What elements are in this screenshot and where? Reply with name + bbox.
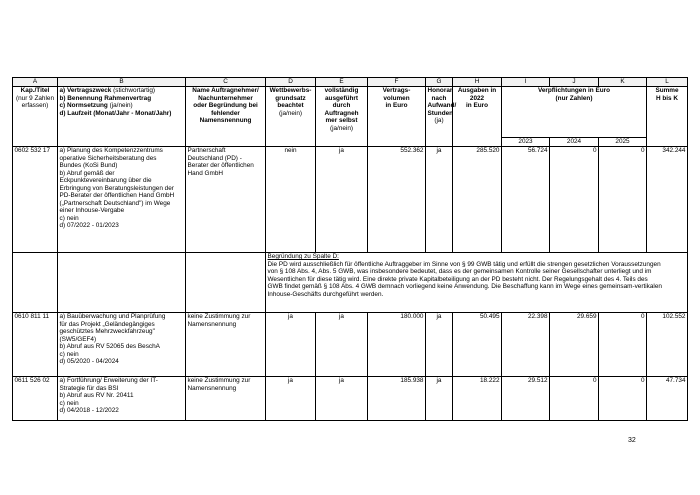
cell-2025: 0	[599, 377, 647, 421]
col-letter: F	[368, 78, 426, 87]
cell-summe: 342.244	[647, 147, 688, 253]
header-wettbewerb: Wettbewerbs- grundsatz beachtet (ja/nein)	[266, 87, 316, 147]
cell-wettbewerb: ja	[266, 377, 316, 421]
header-auftragnehmer: Name Auftragnehmer/ Nachunternehmer oder Begründung bei fehlender Namensnennung	[186, 87, 266, 147]
cell-auftragnehmer: keine Zustimmung zur Namensnennung	[186, 377, 266, 421]
cell-auftragnehmer: Partnerschaft Deutschland (PD) - Berater der öffentlichen Hand GmbH	[186, 147, 266, 253]
cell-vertragszweck: a) Bauüberwachung und Planprüfung für das Projekt „Geländegängiges geschütztes Mehrzweckfahrzeug" (SW5/GEF4) b) Abruf aus RV 52065 des BeschA c) nein d) 05/2020 - 04/2024	[58, 313, 186, 377]
header-vertragszweck: a) Vertragszweck (stichwortartig) b) Benennung Rahmenvertrag c) Normsetzung (ja/nein) d) Laufzeit (Monat/Jahr - Monat/Jahr)	[58, 87, 186, 147]
reason-line: von § 108 Abs. 4, Abs. 5 GWB, was insbesondere bedeutet, dass es der gemeinsamen Kontrolle seiner Gesellschafter unterliegt und im	[267, 268, 652, 276]
cell-volumen: 185.938	[368, 377, 426, 421]
col-letter: L	[647, 78, 688, 87]
year-2024: 2024	[550, 138, 599, 147]
cell-kap: 0611 526 02	[13, 377, 58, 421]
cell-vertragszweck: a) Planung des Kompetenzzentrums operative Sicherheitsberatung des Bundes (KoSi Bund) b) Abruf gemäß der Eckpunktevereinbarung über die Erbringung von Beratungsleistungen der PD-Berater der öffentlichen Hand GmbH („Partnerschaft Deutschland") im Wege einer Inhouse-Vergabe c) nein d) 07/2022 - 01/2023	[58, 147, 186, 253]
page-number: 32	[628, 437, 636, 444]
col-letter: I	[502, 78, 550, 87]
header-kap: Kap./Titel (nur 9 Zahlen erfassen)	[13, 87, 58, 147]
header-summe: Summe H bis K	[647, 87, 688, 147]
cell-kap: 0602 532 17	[13, 147, 58, 253]
cell-honorar: ja	[426, 147, 453, 253]
col-letter: G	[426, 78, 453, 87]
col-letter: C	[186, 78, 266, 87]
reason-line: Wesentlichen für diese tätig wird. Eine direkte private Kapitalbeteiligung an der PD besteht nicht. Der Regelungsgehalt des 4. Teils des	[267, 275, 648, 283]
year-2025: 2025	[599, 138, 647, 147]
reason-cell	[266, 253, 688, 313]
cell-wettbewerb: nein	[266, 147, 316, 253]
cell-ausgaben: 50.495	[453, 313, 502, 377]
col-letter: E	[316, 78, 368, 87]
col-letter: B	[58, 78, 186, 87]
cell-2023: 29.512	[502, 377, 550, 421]
reason-title: Begründung zu Spalte D:	[267, 253, 339, 260]
reason-line: GWB findet gemäß § 108 Abs. 4 GWB demnach vorliegend keine Anwendung. Die Beschaffung kann im Wege eines gemeinsam-vertikalen	[267, 283, 662, 291]
cell-volumen: 180.000	[368, 313, 426, 377]
cell-kap: 0610 811 11	[13, 313, 58, 377]
column-letter-row	[13, 78, 688, 87]
col-letter: K	[599, 78, 647, 87]
table-row	[13, 313, 688, 377]
cell-summe: 102.552	[647, 313, 688, 377]
header-verpflichtungen: Verpflichtungen in Euro (nur Zahlen)	[502, 87, 647, 138]
cell-honorar: ja	[426, 377, 453, 421]
cell-volumen: 552.362	[368, 147, 426, 253]
cell-ausgefuehrt: ja	[316, 147, 368, 253]
year-2023: 2023	[502, 138, 550, 147]
col-letter: H	[453, 78, 502, 87]
col-letter: A	[13, 78, 58, 87]
cell-vertragszweck: a) Fortführung/ Erweiterung der IT- Strategie für das BSI b) Abruf aus RV Nr. 20411 c) nein d) 04/2018 - 12/2022	[58, 377, 186, 421]
cell-2024: 0	[550, 147, 599, 253]
table-row	[13, 377, 688, 421]
header-ausgaben: Ausgaben in 2022 in Euro	[453, 87, 502, 147]
cell-2024: 0	[550, 377, 599, 421]
col-letter: J	[550, 78, 599, 87]
header-ausgefuehrt: vollständig ausgeführt durch Auftragneh mer selbst (ja/nein)	[316, 87, 368, 147]
cell-2025: 0	[599, 147, 647, 253]
cell-2023: 56.724	[502, 147, 550, 253]
cell-wettbewerb: ja	[266, 313, 316, 377]
cell-2024: 29.659	[550, 313, 599, 377]
reason-line: Die PD wird ausschließlich für öffentliche Auftraggeber im Sinne von § 99 GWB tätig und erfüllt die strengen gesetzlichen Voraussetzungen	[267, 260, 661, 268]
reason-row	[13, 253, 688, 313]
cell-auftragnehmer: keine Zustimmung zur Namensnennung	[186, 313, 266, 377]
cell-ausgaben: 18.222	[453, 377, 502, 421]
cell-honorar: ja	[426, 313, 453, 377]
col-letter: D	[266, 78, 316, 87]
cell-summe: 47.734	[647, 377, 688, 421]
contracts-table	[12, 77, 688, 421]
cell-2023: 22.398	[502, 313, 550, 377]
cell-ausgefuehrt: ja	[316, 377, 368, 421]
header-row	[13, 87, 688, 138]
cell-ausgaben: 285.520	[453, 147, 502, 253]
cell-ausgefuehrt: ja	[316, 313, 368, 377]
header-volumen: Vertrags- volumen in Euro	[368, 87, 426, 147]
table-row	[13, 147, 688, 253]
reason-line: Inhouse-Geschäfts durchgeführt werden.	[267, 290, 384, 298]
header-honorar: Honorar nach Aufwand/ Stunden (ja)	[426, 87, 453, 147]
cell-2025: 0	[599, 313, 647, 377]
